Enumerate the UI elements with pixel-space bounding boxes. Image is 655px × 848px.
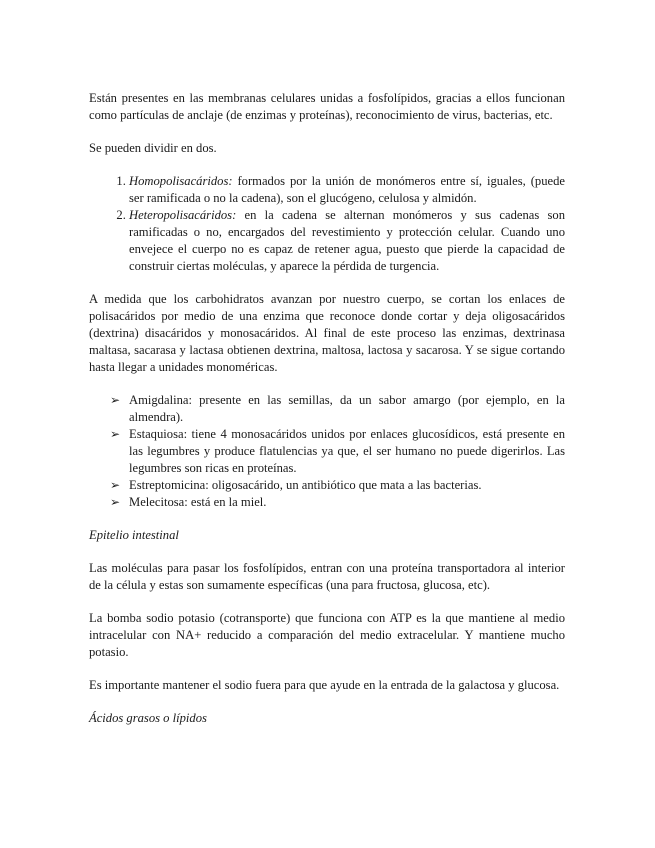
numbered-list — [89, 173, 565, 275]
arrow-bullet-icon: ➢ — [110, 495, 121, 509]
arrow-bullet-icon: ➢ — [110, 427, 121, 441]
list-item-text: Estreptomicina: oligosacárido, un antibiótico que mata a las bacterias. — [129, 478, 482, 492]
paragraph-digestion: A medida que los carbohidratos avanzan por nuestro cuerpo, se cortan los enlaces de polisacáridos por medio de una enzima que reconoce donde cortar y deja oligosacáridos (dextrina) disacáridos y monosacáridos. Al final de este proceso las enzimas, dextrinasa maltasa, sacarasa y lactasa obtienen dextrina, maltosa, lactosa y sacarosa. Y se sigue cortando hasta llegar a unidades monoméricas. — [89, 292, 565, 374]
paragraph-sodium: Es importante mantener el sodio fuera para que ayude en la entrada de la galactosa y glucosa. — [89, 678, 560, 692]
list-item-heteropolisacaridos — [129, 207, 565, 275]
arrow-bullet-icon: ➢ — [110, 393, 121, 407]
term-description: formados por la unión de monómeros entre sí, iguales, (puede ser ramificada o no la cadena), son el glucógeno, celulosa y almidón. — [129, 174, 565, 205]
list-item-homopolisacaridos — [129, 173, 565, 207]
section-heading-epitelio: Epitelio intestinal — [89, 528, 179, 542]
arrow-bullet-list — [89, 392, 565, 511]
list-item — [110, 392, 565, 426]
paragraph-transport: Las moléculas para pasar los fosfolípidos, entran con una proteína transportadora al interior de la célula y estas son sumamente específicas (una para fructosa, glucosa, etc). — [89, 561, 565, 592]
arrow-bullet-icon: ➢ — [110, 478, 121, 492]
list-item-text: Estaquiosa: tiene 4 monosacáridos unidos por enlaces glucosídicos, está presente en las legumbres y produce flatulencias ya que, el ser humano no puede digerirlos. Las legumbres son ricas en proteínas. — [129, 427, 565, 475]
section-heading-lipidos: Ácidos grasos o lípidos — [89, 711, 207, 725]
document-body — [89, 90, 565, 743]
list-item — [110, 477, 565, 494]
list-item — [110, 426, 565, 477]
list-item-text: Amigdalina: presente en las semillas, da un sabor amargo (por ejemplo, en la almendra). — [129, 393, 565, 424]
list-item — [110, 494, 565, 511]
paragraph-division: Se pueden dividir en dos. — [89, 141, 217, 155]
term-label: Heteropolisacáridos: — [129, 208, 237, 222]
paragraph-membranes: Están presentes en las membranas celulares unidas a fosfolípidos, gracias a ellos funcionan como partículas de anclaje (de enzimas y proteínas), reconocimiento de virus, bacterias, etc. — [89, 91, 565, 122]
term-description: en la cadena se alternan monómeros y sus cadenas son ramificadas o no, encargados del revestimiento y protección celular. Cuando uno envejece el cuerpo no es capaz de retener agua, puesto que pierde la capacidad de construir ciertas moléculas, y aparece la pérdida de turgencia. — [129, 208, 565, 273]
term-label: Homopolisacáridos: — [129, 174, 233, 188]
paragraph-sodium-potassium-pump: La bomba sodio potasio (cotransporte) que funciona con ATP es la que mantiene al medio intracelular con NA+ reducido a comparación del medio extracelular. Y mantiene mucho potasio. — [89, 611, 565, 659]
list-item-text: Melecitosa: está en la miel. — [129, 495, 267, 509]
